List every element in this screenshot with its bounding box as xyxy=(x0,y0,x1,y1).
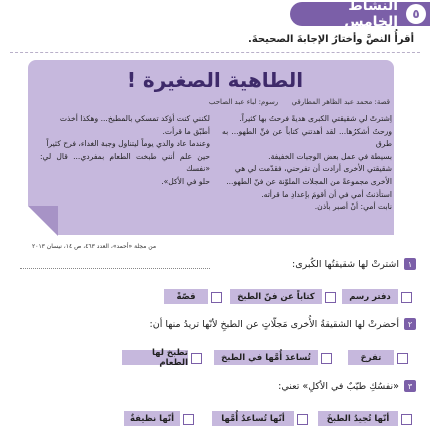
question-text: اشترتْ لها شقيقتُها الكُبرى: xyxy=(292,258,399,270)
story-line: بسيطة في عمل بعض الوجبات الخفيفة. xyxy=(268,151,392,161)
story-line: حين علم أنني طبخت الطعام بمفردي... قال لي: «نفسك xyxy=(40,151,210,174)
answer-line xyxy=(20,268,210,269)
activity-banner xyxy=(290,0,430,30)
option-cook-for-her: تطبخ لها الطعام xyxy=(122,350,188,365)
question-1 xyxy=(292,258,416,270)
option-help-mother: تُساعدَ أُمَّها في الطبخ xyxy=(214,350,318,365)
story-line: الأخرى مجموعةً من المجلات الملوّنة عن فنّ الطهو... xyxy=(226,176,392,186)
credit-author: قصة: محمد عبد الظاهر المطارقي xyxy=(291,98,390,106)
question-1-options xyxy=(0,289,430,305)
question-text: أحضرتْ لها الشقيقةُ الأُخرى مَجلّاتٍ عن الطبخِ لأنّها تريدُ منها أن: xyxy=(149,318,399,330)
option-cooking-book-checkbox[interactable] xyxy=(325,292,336,303)
story-title: الطاهية الصغيرة ! xyxy=(126,68,304,92)
option-story-checkbox[interactable] xyxy=(211,292,222,303)
option-drawing-notebook-checkbox[interactable] xyxy=(401,292,412,303)
activity-number-badge: ٥ xyxy=(406,4,426,24)
option-cooking-book: كتاباً عن فنّ الطبخ xyxy=(230,289,322,304)
story-line: نابت أمي: أنْ أصبر بأذن. xyxy=(314,202,392,212)
story-line: أطبّق ما قرأت. xyxy=(162,126,210,136)
instruction-text: أقرأُ النصَّ وأختارُ الإجابةَ الصحيحةَ. xyxy=(248,34,414,45)
question-2 xyxy=(150,318,416,330)
story-line: لكنني كنت أؤكد تمسكي بالمطبخ... وهكذا أخذت xyxy=(59,114,210,123)
story-line: حلو في الأكل». xyxy=(161,176,210,186)
story-line: اِشترتْ لي شقيقتي الكبرى هديةً فرحتُ بها كثيراً. xyxy=(239,114,392,123)
story-line: شقيقتي الأخرى أرادت أن تفرحني، فقدّمت لي هي xyxy=(234,164,392,174)
option-be-happy: تفرحَ xyxy=(348,350,394,365)
story-line: ورحتُ أشكرُها... لقد أهدتني كتاباً عن فنِّ الطهو... به طرق xyxy=(222,126,392,149)
question-3-options xyxy=(0,411,430,427)
question-number: ١ xyxy=(404,258,416,270)
question-2-options xyxy=(0,347,430,368)
credit-artist: رسوم: لباء عبد الصاحب xyxy=(208,98,279,106)
story-column-right xyxy=(222,113,392,214)
option-help-mother-checkbox[interactable] xyxy=(321,353,332,364)
option-helps-mother-checkbox[interactable] xyxy=(297,414,308,425)
option-good-cook: أنّها تُجيدُ الطبخَ xyxy=(318,411,398,426)
question-number: ٣ xyxy=(404,380,416,392)
option-good-cook-checkbox[interactable] xyxy=(401,414,412,425)
story-column-left xyxy=(40,113,210,189)
option-clean-checkbox[interactable] xyxy=(183,414,194,425)
divider xyxy=(10,52,420,53)
option-cook-for-her-checkbox[interactable] xyxy=(191,353,202,364)
option-drawing-notebook: دفتر رسم xyxy=(342,289,398,304)
question-number: ٢ xyxy=(404,318,416,330)
source-citation: من مجلة «أحمد»، العدد ٤٦٣، ص ١٤، نيسان ٢٠١٣ xyxy=(32,243,157,250)
story-line: استأذنتُ أمي في أن أقومَ بإعدادِ ما قرأته. xyxy=(261,189,392,199)
question-text: «نفسُكِ طيّبٌ في الأكلِ» تعني: xyxy=(278,380,399,392)
option-clean: أنّها نظيفةٌ xyxy=(124,411,180,426)
story-line: وعندما عاد والدي يوماً ليتناول وجبة الغداء، فرح كثيراً xyxy=(46,139,210,149)
story-panel-fold xyxy=(28,206,58,236)
option-story: قصّةً xyxy=(164,289,208,304)
option-helps-mother: أنّها تُساعدُ أُمَّها xyxy=(212,411,294,426)
activity-title: النشاط الخامس xyxy=(344,0,399,30)
question-3 xyxy=(278,380,416,392)
option-be-happy-checkbox[interactable] xyxy=(397,353,408,364)
story-credits xyxy=(209,98,390,106)
